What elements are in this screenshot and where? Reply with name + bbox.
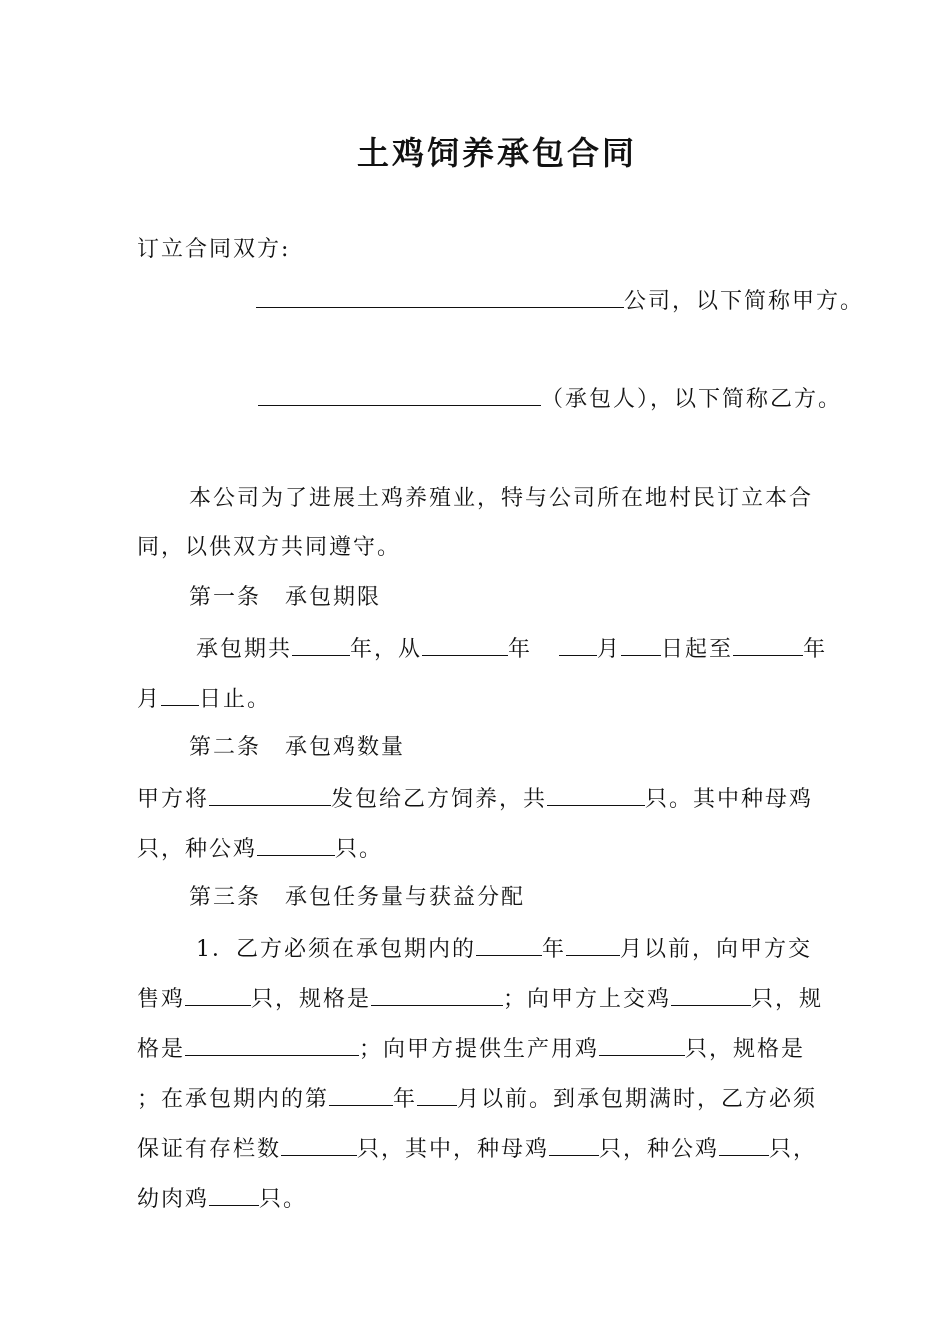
article-3-text: 只，规格是 (685, 1037, 806, 1062)
article-3-text: 幼肉鸡 (137, 1187, 210, 1212)
article-3-text: 只，规格是 (251, 987, 372, 1012)
blank (417, 1083, 457, 1106)
article-1-text: 日起至 (661, 637, 734, 662)
blank (599, 1033, 685, 1056)
intro-line-2: 同，以供双方共同遵守。 (137, 535, 402, 560)
party-a-line (256, 285, 864, 317)
start-month-blank (559, 633, 597, 656)
parties-heading: 订立合同双方: (137, 237, 291, 262)
party-b-line (258, 383, 842, 415)
blank (329, 1083, 393, 1106)
start-year-blank (422, 633, 508, 656)
article-2-line-2 (137, 833, 383, 865)
article-3-line-6 (137, 1183, 307, 1215)
blank (566, 933, 620, 956)
party-b-suffix: （承包人），以下简称乙方。 (541, 387, 843, 412)
article-1-text: 年，从 (350, 637, 423, 662)
article-3-text: ；在承包期内的第 (137, 1087, 330, 1112)
article-1-heading: 第一条 承包期限 (189, 585, 382, 610)
article-3-text: 只，规 (751, 987, 824, 1012)
years-blank (292, 633, 350, 656)
article-3-text: ；向甲方提供生产用鸡 (359, 1037, 600, 1062)
blank (371, 983, 503, 1006)
end-year-blank (733, 633, 803, 656)
article-2-text: 只。其中种母鸡 (645, 787, 814, 812)
article-2-text: 只，种公鸡 (137, 837, 258, 862)
article-1-text: 月 (137, 687, 162, 712)
article-3-text: 只，种公鸡 (599, 1137, 720, 1162)
article-3-text: ；向甲方上交鸡 (503, 987, 672, 1012)
article-3-text: 月以前，向甲方交 (620, 937, 813, 962)
article-1-line-1 (196, 633, 827, 665)
article-1-text: 月 (597, 637, 622, 662)
article-3-text: 1．乙方必须在承包期内的 (196, 937, 476, 962)
contract-item-blank (209, 783, 331, 806)
party-a-blank (256, 285, 624, 308)
article-2-text: 只。 (335, 837, 384, 862)
article-3-text: 只，其中，种母鸡 (357, 1137, 550, 1162)
article-2-text: 甲方将 (137, 787, 210, 812)
article-1-line-2 (137, 683, 271, 715)
article-2-heading: 第二条 承包鸡数量 (189, 735, 406, 760)
blank (476, 933, 542, 956)
article-3-text: 年 (393, 1087, 418, 1112)
article-1-text: 日止。 (199, 687, 272, 712)
article-3-text: 格是 (137, 1037, 186, 1062)
roosters-blank (257, 833, 335, 856)
start-day-blank (621, 633, 661, 656)
article-3-line-1 (196, 933, 812, 965)
article-3-text: 只。 (259, 1187, 308, 1212)
article-3-heading: 第三条 承包任务量与获益分配 (189, 885, 526, 910)
article-3-line-4 (137, 1083, 817, 1115)
blank (185, 1033, 359, 1056)
blank (549, 1133, 599, 1156)
total-chickens-blank (547, 783, 645, 806)
end-day-blank (161, 683, 199, 706)
article-3-line-2 (137, 983, 823, 1015)
article-3-line-3 (137, 1033, 805, 1065)
article-1-text: 年 (508, 637, 533, 662)
article-3-text: 只， (769, 1137, 818, 1162)
article-2-line-1 (137, 783, 813, 815)
article-1-text: 年 (803, 637, 828, 662)
party-a-suffix: 公司，以下简称甲方。 (624, 289, 865, 314)
blank (281, 1133, 357, 1156)
article-1-text: 承包期共 (196, 637, 293, 662)
page-title: 土鸡饲养承包合同 (356, 134, 637, 172)
party-b-blank (258, 383, 541, 406)
article-3-text: 年 (542, 937, 567, 962)
blank (719, 1133, 769, 1156)
article-2-text: 发包给乙方饲养，共 (331, 787, 548, 812)
article-3-text: 售鸡 (137, 987, 186, 1012)
blank (671, 983, 751, 1006)
article-3-text: 保证有存栏数 (137, 1137, 282, 1162)
blank (185, 983, 251, 1006)
intro-line-1: 本公司为了进展土鸡养殖业，特与公司所在地村民订立本合 (189, 486, 814, 511)
article-3-line-5 (137, 1133, 817, 1165)
article-3-text: 月以前。到承包期满时，乙方必须 (457, 1087, 818, 1112)
blank (209, 1183, 259, 1206)
